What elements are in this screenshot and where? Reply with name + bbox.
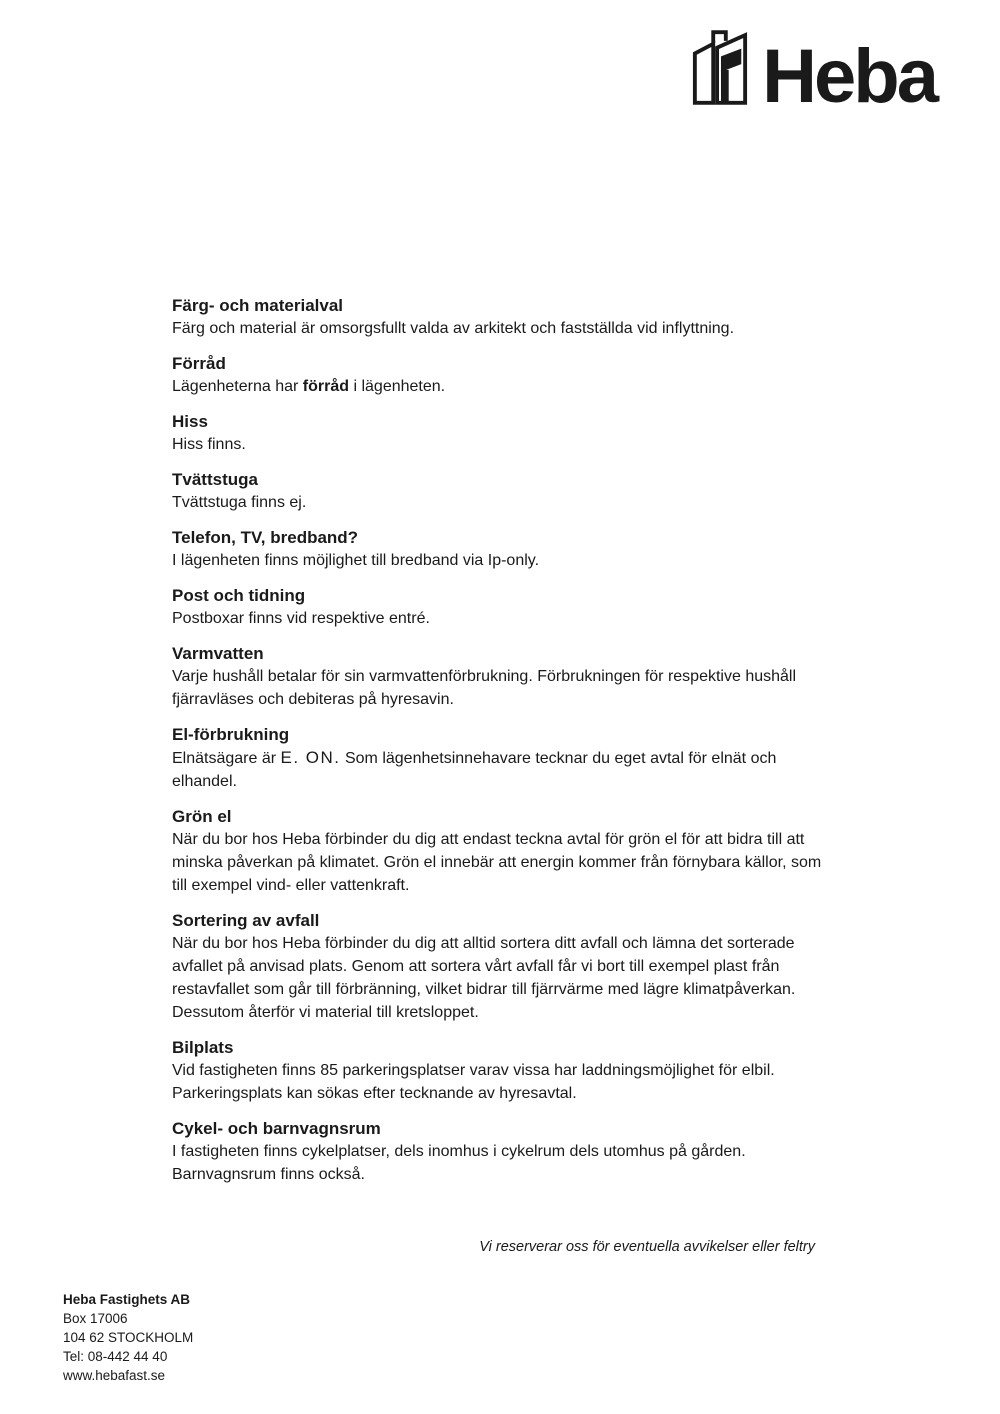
section-heading: Cykel- och barnvagnsrum bbox=[172, 1119, 381, 1138]
footer-line-box: Box 17006 bbox=[63, 1311, 128, 1326]
section-body bbox=[172, 665, 840, 711]
section-heading: Telefon, TV, bredband? bbox=[172, 528, 359, 547]
info-section bbox=[172, 468, 840, 514]
info-section bbox=[172, 584, 840, 630]
logo-wordmark: Heba bbox=[762, 33, 936, 119]
info-section bbox=[172, 526, 840, 572]
info-section bbox=[172, 294, 840, 340]
section-body bbox=[172, 375, 840, 398]
section-body bbox=[172, 1140, 840, 1186]
info-section bbox=[172, 805, 840, 897]
footer-line-city: 104 62 STOCKHOLM bbox=[63, 1330, 194, 1345]
section-body bbox=[172, 1059, 840, 1105]
section-heading: Tvättstuga bbox=[172, 470, 258, 489]
section-body bbox=[172, 607, 840, 630]
disclaimer-note: Vi reserverar oss för eventuella avvikelser eller feltry bbox=[479, 1239, 815, 1255]
body-text-segment: Elnätsägare är bbox=[172, 750, 281, 767]
body-text-segment: Postboxar finns vid respektive entré. bbox=[172, 610, 430, 627]
section-heading: Förråd bbox=[172, 354, 226, 373]
body-text-segment: E. ON. bbox=[280, 748, 341, 767]
section-body bbox=[172, 828, 840, 897]
heba-building-icon bbox=[691, 28, 749, 108]
section-heading: Post och tidning bbox=[172, 586, 306, 605]
body-text-segment: Hiss finns. bbox=[172, 436, 246, 453]
body-text-segment: Varje hushåll betalar för sin varmvattenförbrukning. Förbrukningen för respektive hushåll fjärravläses och debiteras på hyresavin. bbox=[172, 668, 797, 708]
body-text-segment: När du bor hos Heba förbinder du dig att endast teckna avtal för grön el för att bidra till att minska påverkan på klimatet. Grön el innebär att energin kommer från förnybara källor, som till exempel vind- eller vattenkraft. bbox=[172, 831, 822, 894]
section-heading: Sortering av avfall bbox=[172, 911, 320, 930]
info-section bbox=[172, 352, 840, 398]
body-text-segment: Lägenheterna har bbox=[172, 378, 303, 395]
footer-line-website: www.hebafast.se bbox=[63, 1368, 166, 1383]
section-heading: Grön el bbox=[172, 807, 232, 826]
section-heading: Bilplats bbox=[172, 1038, 234, 1057]
info-section bbox=[172, 723, 840, 793]
sections bbox=[172, 294, 840, 1198]
info-section bbox=[172, 1036, 840, 1105]
body-text-segment: Färg och material är omsorgsfullt valda av arkitekt och fastställda vid inflyttning. bbox=[172, 320, 735, 337]
section-body bbox=[172, 317, 840, 340]
body-text-segment: Vid fastigheten finns 85 parkeringsplatser varav vissa har laddningsmöjlighet för elbil. Parkeringsplats kan sökas efter tecknande av hyresavtal. bbox=[172, 1062, 775, 1102]
section-heading: El-förbrukning bbox=[172, 725, 290, 744]
info-section bbox=[172, 909, 840, 1024]
body-text-segment: förråd bbox=[302, 378, 350, 395]
heba-logo bbox=[691, 28, 936, 119]
section-body bbox=[172, 932, 840, 1024]
body-text-segment: I fastigheten finns cykelplatser, dels inomhus i cykelrum dels utomhus på gården. Barnvagnsrum finns också. bbox=[172, 1143, 746, 1183]
section-body bbox=[172, 433, 840, 456]
section-body bbox=[172, 746, 840, 793]
info-section bbox=[172, 1117, 840, 1186]
section-heading: Färg- och materialval bbox=[172, 296, 344, 315]
info-section bbox=[172, 410, 840, 456]
footer-company-name: Heba Fastighets AB bbox=[63, 1292, 191, 1307]
footer-line-phone: Tel: 08-442 44 40 bbox=[63, 1349, 168, 1364]
section-body bbox=[172, 491, 840, 514]
body-text-segment: I lägenheten finns möjlighet till bredband via Ip-only. bbox=[172, 552, 540, 569]
section-body bbox=[172, 549, 840, 572]
footer-contact-block bbox=[63, 1290, 193, 1385]
body-text-segment: Som lägenhetsinnehavare tecknar du eget avtal för elnät och elhandel. bbox=[172, 750, 777, 790]
body-text-segment: i lägenheten. bbox=[349, 378, 446, 395]
section-heading: Varmvatten bbox=[172, 644, 264, 663]
body-text-segment: När du bor hos Heba förbinder du dig att alltid sortera ditt avfall och lämna det sorterade avfallet på anvisad plats. Genom att sortera vårt avfall får vi bort till exempel plast från restavfallet som går till förbränning, vilket bidrar till fjärrvärme med lägre klimatpåverkan. Dessutom återför vi material till kretsloppet. bbox=[172, 935, 796, 1021]
section-heading: Hiss bbox=[172, 412, 208, 431]
info-section bbox=[172, 642, 840, 711]
body-text-segment: Tvättstuga finns ej. bbox=[172, 494, 307, 511]
